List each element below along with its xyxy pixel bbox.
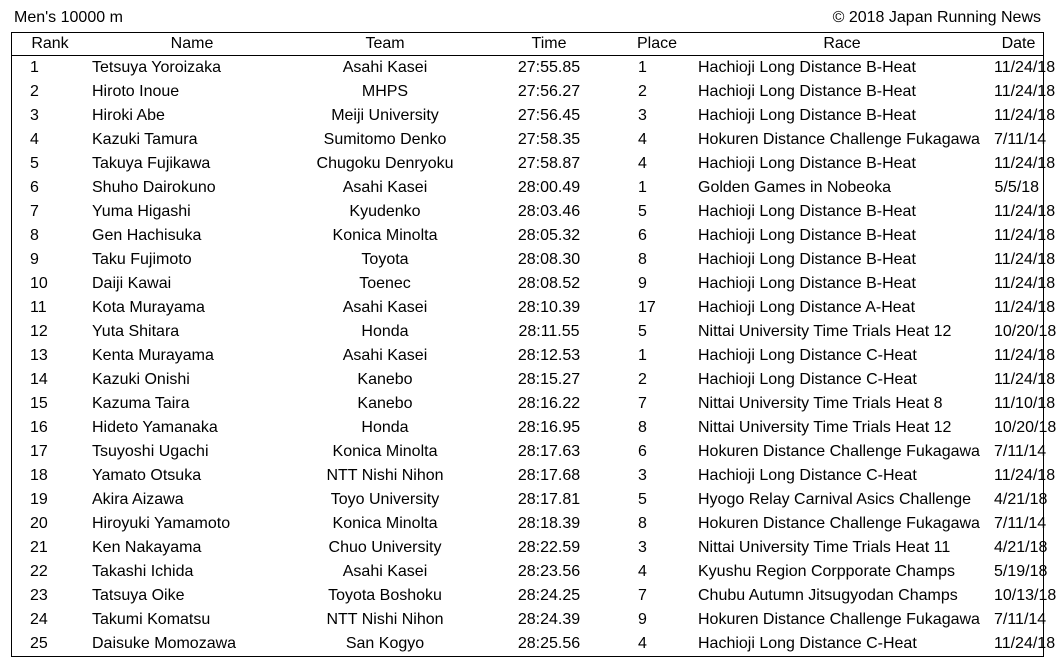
- cell-name: Takuya Fujikawa: [92, 155, 211, 172]
- results-table: [12, 33, 1056, 656]
- cell-team: Asahi Kasei: [342, 347, 428, 364]
- cell-team: Sumitomo Denko: [323, 131, 447, 148]
- cell-time: 28:08.30: [517, 251, 581, 268]
- cell-date: 7/11/14: [994, 443, 1047, 460]
- cell-rank: 8: [30, 227, 39, 244]
- table-row: [12, 200, 1043, 224]
- cell-name: Kazuma Taira: [92, 395, 190, 412]
- cell-place: 8: [638, 515, 647, 532]
- cell-time: 28:17.81: [517, 491, 581, 508]
- cell-race: Hachioji Long Distance C-Heat: [698, 467, 917, 484]
- table-row: [12, 464, 1043, 488]
- table-row: [12, 632, 1043, 656]
- cell-race: Hokuren Distance Challenge Fukagawa: [698, 131, 980, 148]
- cell-rank: 22: [30, 563, 48, 580]
- cell-team: Toenec: [359, 275, 411, 292]
- cell-race: Kyushu Region Corpporate Champs: [698, 563, 956, 580]
- cell-time: 28:22.59: [517, 539, 581, 556]
- cell-rank: 21: [30, 539, 48, 556]
- column-header-name: Name: [88, 33, 296, 56]
- cell-name: Daiji Kawai: [92, 275, 172, 292]
- table-row: [12, 512, 1043, 536]
- cell-team: Honda: [361, 323, 409, 340]
- cell-time: 28:16.95: [517, 419, 581, 436]
- cell-place: 4: [638, 131, 647, 148]
- cell-race: Hokuren Distance Challenge Fukagawa: [698, 611, 980, 628]
- copyright-notice: © 2018 Japan Running News: [832, 9, 1041, 26]
- cell-time: 28:16.22: [517, 395, 581, 412]
- table-row: [12, 320, 1043, 344]
- cell-race: Hachioji Long Distance B-Heat: [698, 227, 916, 244]
- table-row: [12, 272, 1043, 296]
- cell-team: Kyudenko: [349, 203, 421, 220]
- column-header-time: Time: [474, 33, 624, 56]
- cell-name: Yamato Otsuka: [92, 467, 202, 484]
- cell-place: 5: [638, 491, 647, 508]
- cell-team: Asahi Kasei: [342, 563, 428, 580]
- cell-name: Yuta Shitara: [92, 323, 180, 340]
- cell-date: 11/10/18: [994, 395, 1056, 412]
- cell-time: 28:17.68: [517, 467, 581, 484]
- cell-time: 28:15.27: [517, 371, 581, 388]
- cell-team: Toyo University: [330, 491, 440, 508]
- cell-name: Ken Nakayama: [92, 539, 202, 556]
- cell-rank: 5: [30, 155, 39, 172]
- cell-time: 27:56.27: [517, 83, 581, 100]
- header-row: [12, 33, 1043, 56]
- cell-team: Toyota Boshoku: [328, 587, 442, 604]
- cell-race: Hachioji Long Distance C-Heat: [698, 347, 917, 364]
- cell-rank: 11: [30, 299, 47, 316]
- cell-time: 28:03.46: [517, 203, 581, 220]
- page-title: Men's 10000 m: [14, 9, 123, 26]
- cell-time: 27:58.35: [517, 131, 581, 148]
- cell-race: Hachioji Long Distance B-Heat: [698, 275, 916, 292]
- table-row: [12, 536, 1043, 560]
- cell-rank: 10: [30, 275, 48, 292]
- table-header: [12, 33, 1043, 56]
- cell-place: 4: [638, 563, 647, 580]
- cell-date: 11/24/18: [994, 251, 1056, 268]
- cell-name: Kota Murayama: [92, 299, 205, 316]
- cell-date: 11/24/18: [994, 467, 1056, 484]
- cell-place: 5: [638, 203, 647, 220]
- cell-place: 3: [638, 539, 647, 556]
- cell-rank: 9: [30, 251, 39, 268]
- cell-name: Hiroto Inoue: [92, 83, 180, 100]
- cell-team: Konica Minolta: [332, 443, 438, 460]
- cell-place: 9: [638, 275, 647, 292]
- table-row: [12, 296, 1043, 320]
- cell-rank: 20: [30, 515, 48, 532]
- cell-date: 11/24/18: [994, 203, 1056, 220]
- cell-date: 7/11/14: [994, 515, 1047, 532]
- cell-date: 7/11/14: [994, 131, 1047, 148]
- cell-race: Hachioji Long Distance C-Heat: [698, 635, 917, 652]
- table-row: [12, 560, 1043, 584]
- cell-place: 4: [638, 155, 647, 172]
- cell-team: NTT Nishi Nihon: [326, 611, 444, 628]
- cell-team: Chuo University: [328, 539, 442, 556]
- cell-name: Hiroki Abe: [92, 107, 165, 124]
- table-row: [12, 104, 1043, 128]
- cell-date: 5/19/18: [994, 563, 1048, 580]
- cell-time: 27:58.87: [517, 155, 581, 172]
- table-row: [12, 128, 1043, 152]
- cell-date: 11/24/18: [994, 83, 1056, 100]
- cell-race: Hachioji Long Distance B-Heat: [698, 107, 916, 124]
- cell-race: Hachioji Long Distance B-Heat: [698, 251, 916, 268]
- top-bar: [0, 0, 1054, 32]
- cell-name: Kazuki Onishi: [92, 371, 190, 388]
- cell-rank: 25: [30, 635, 48, 652]
- cell-date: 7/11/14: [994, 611, 1047, 628]
- table-row: [12, 56, 1043, 81]
- results-table-container: [11, 32, 1056, 657]
- cell-date: 11/24/18: [994, 635, 1056, 652]
- cell-place: 4: [638, 635, 647, 652]
- cell-time: 28:12.53: [517, 347, 581, 364]
- cell-date: 10/20/18: [994, 323, 1056, 340]
- cell-race: Hachioji Long Distance B-Heat: [698, 83, 916, 100]
- cell-rank: 16: [30, 419, 48, 436]
- cell-place: 3: [638, 467, 647, 484]
- cell-time: 28:17.63: [517, 443, 581, 460]
- cell-team: Toyota: [361, 251, 409, 268]
- table-row: [12, 416, 1043, 440]
- cell-rank: 17: [30, 443, 48, 460]
- cell-date: 11/24/18: [994, 155, 1056, 172]
- cell-place: 7: [638, 395, 647, 412]
- cell-team: Asahi Kasei: [342, 179, 428, 196]
- cell-date: 10/13/18: [994, 587, 1056, 604]
- cell-team: Asahi Kasei: [342, 299, 428, 316]
- cell-rank: 18: [30, 467, 48, 484]
- cell-time: 28:11.55: [518, 323, 580, 340]
- cell-date: 11/24/18: [994, 347, 1056, 364]
- cell-place: 8: [638, 419, 647, 436]
- cell-name: Hideto Yamanaka: [92, 419, 218, 436]
- cell-name: Akira Aizawa: [92, 491, 184, 508]
- cell-team: Meiji University: [331, 107, 439, 124]
- cell-team: Konica Minolta: [332, 227, 438, 244]
- table-row: [12, 344, 1043, 368]
- cell-time: 28:08.52: [517, 275, 581, 292]
- table-row: [12, 176, 1043, 200]
- cell-rank: 3: [30, 107, 39, 124]
- cell-date: 11/24/18: [994, 371, 1056, 388]
- cell-rank: 7: [30, 203, 39, 220]
- cell-race: Hachioji Long Distance A-Heat: [698, 299, 916, 316]
- cell-race: Golden Games in Nobeoka: [698, 179, 891, 196]
- cell-date: 11/24/18: [994, 275, 1056, 292]
- cell-team: Honda: [361, 419, 409, 436]
- cell-team: NTT Nishi Nihon: [326, 467, 444, 484]
- cell-date: 4/21/18: [994, 539, 1048, 556]
- cell-name: Tsuyoshi Ugachi: [92, 443, 209, 460]
- cell-place: 6: [638, 443, 647, 460]
- cell-time: 27:55.85: [517, 59, 581, 76]
- cell-place: 3: [638, 107, 647, 124]
- cell-time: 28:00.49: [517, 179, 581, 196]
- cell-date: 10/20/18: [994, 419, 1056, 436]
- cell-date: 11/24/18: [994, 107, 1056, 124]
- cell-team: Kanebo: [357, 371, 413, 388]
- cell-name: Taku Fujimoto: [92, 251, 192, 268]
- cell-race: Hyogo Relay Carnival Asics Challenge: [698, 491, 972, 508]
- cell-date: 4/21/18: [994, 491, 1048, 508]
- cell-place: 5: [638, 323, 647, 340]
- cell-place: 8: [638, 251, 647, 268]
- table-row: [12, 584, 1043, 608]
- cell-time: 28:23.56: [517, 563, 581, 580]
- cell-place: 1: [638, 179, 647, 196]
- cell-race: Hokuren Distance Challenge Fukagawa: [698, 443, 980, 460]
- cell-place: 17: [638, 299, 656, 316]
- cell-team: MHPS: [361, 83, 409, 100]
- cell-race: Nittai University Time Trials Heat 12: [698, 323, 952, 340]
- cell-rank: 4: [30, 131, 39, 148]
- cell-name: Takumi Komatsu: [92, 611, 211, 628]
- table-row: [12, 392, 1043, 416]
- table-row: [12, 224, 1043, 248]
- column-header-date: Date: [994, 33, 1043, 56]
- cell-time: 28:24.25: [517, 587, 581, 604]
- cell-rank: 1: [30, 59, 39, 76]
- cell-date: 5/5/18: [994, 179, 1039, 196]
- cell-place: 6: [638, 227, 647, 244]
- column-header-place: Place: [624, 33, 690, 56]
- cell-time: 28:25.56: [517, 635, 581, 652]
- cell-date: 11/24/18: [994, 227, 1056, 244]
- cell-place: 1: [638, 59, 647, 76]
- cell-date: 11/24/18: [994, 59, 1056, 76]
- table-row: [12, 248, 1043, 272]
- cell-name: Shuho Dairokuno: [92, 179, 216, 196]
- cell-rank: 6: [30, 179, 39, 196]
- cell-place: 2: [638, 371, 647, 388]
- cell-name: Takashi Ichida: [92, 563, 194, 580]
- cell-rank: 13: [30, 347, 48, 364]
- cell-time: 28:18.39: [517, 515, 581, 532]
- cell-rank: 12: [30, 323, 48, 340]
- cell-race: Chubu Autumn Jitsugyodan Champs: [698, 587, 958, 604]
- table-row: [12, 152, 1043, 176]
- cell-team: Asahi Kasei: [342, 59, 428, 76]
- cell-place: 2: [638, 83, 647, 100]
- cell-race: Nittai University Time Trials Heat 12: [698, 419, 952, 436]
- cell-date: 11/24/18: [994, 299, 1056, 316]
- cell-rank: 23: [30, 587, 48, 604]
- cell-rank: 2: [30, 83, 39, 100]
- table-row: [12, 80, 1043, 104]
- column-header-race: Race: [690, 33, 994, 56]
- table-row: [12, 440, 1043, 464]
- cell-time: 28:10.39: [517, 299, 581, 316]
- cell-team: Chugoku Denryoku: [316, 155, 454, 172]
- cell-race: Hachioji Long Distance C-Heat: [698, 371, 917, 388]
- cell-name: Hiroyuki Yamamoto: [92, 515, 231, 532]
- cell-name: Daisuke Momozawa: [92, 635, 237, 652]
- cell-name: Yuma Higashi: [92, 203, 191, 220]
- cell-rank: 19: [30, 491, 48, 508]
- cell-place: 7: [638, 587, 647, 604]
- table-row: [12, 368, 1043, 392]
- table-row: [12, 488, 1043, 512]
- table-body: [12, 56, 1056, 657]
- cell-race: Hachioji Long Distance B-Heat: [698, 203, 916, 220]
- cell-rank: 14: [30, 371, 48, 388]
- cell-name: Gen Hachisuka: [92, 227, 202, 244]
- column-header-rank: Rank: [12, 33, 88, 56]
- cell-team: Konica Minolta: [332, 515, 438, 532]
- cell-place: 1: [638, 347, 647, 364]
- cell-race: Nittai University Time Trials Heat 11: [698, 539, 951, 556]
- cell-time: 27:56.45: [517, 107, 581, 124]
- cell-rank: 15: [30, 395, 48, 412]
- table-row: [12, 608, 1043, 632]
- cell-team: San Kogyo: [345, 635, 425, 652]
- cell-race: Hokuren Distance Challenge Fukagawa: [698, 515, 980, 532]
- cell-time: 28:05.32: [517, 227, 581, 244]
- cell-name: Tetsuya Yoroizaka: [92, 59, 221, 76]
- cell-rank: 24: [30, 611, 48, 628]
- cell-team: Kanebo: [357, 395, 413, 412]
- cell-name: Kenta Murayama: [92, 347, 214, 364]
- cell-race: Nittai University Time Trials Heat 8: [698, 395, 943, 412]
- cell-time: 28:24.39: [517, 611, 581, 628]
- cell-race: Hachioji Long Distance B-Heat: [698, 59, 916, 76]
- cell-name: Tatsuya Oike: [92, 587, 185, 604]
- cell-race: Hachioji Long Distance B-Heat: [698, 155, 916, 172]
- cell-name: Kazuki Tamura: [92, 131, 198, 148]
- cell-place: 9: [638, 611, 647, 628]
- column-header-team: Team: [296, 33, 474, 56]
